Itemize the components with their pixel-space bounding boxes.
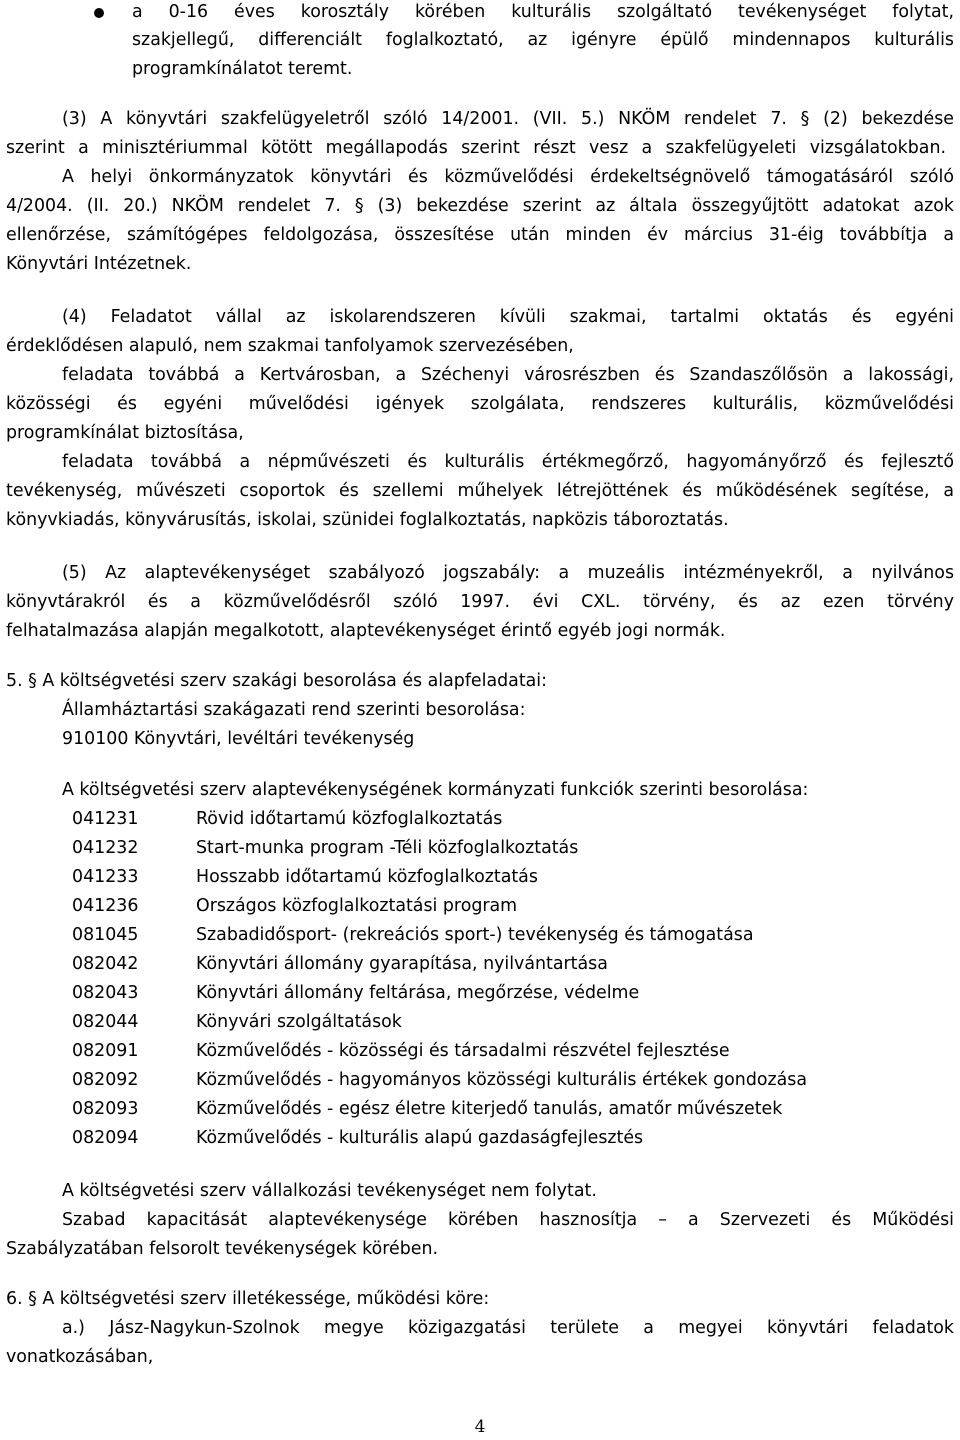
section5-subheading: Államháztartási szakágazati rend szerinti besorolása: bbox=[62, 700, 526, 720]
section5-sector: 910100 Könyvtári, levéltári tevékenység bbox=[62, 729, 415, 749]
functions-title: A költségvetési szerv alaptevékenységének kormányzati funkciók szerinti besorolása: bbox=[62, 780, 809, 800]
function-name: Szabadidősport- (rekreációs sport-) tevékenység és támogatása bbox=[196, 925, 754, 945]
section5-heading: 5. § A költségvetési szerv szakági besorolása és alapfeladatai: bbox=[6, 671, 547, 691]
function-code: 082091 bbox=[72, 1041, 139, 1061]
para3-line-5: ellenőrzése, számítógépes feldolgozása, összesítése után minden év március 31-éig továbbítja a bbox=[6, 225, 954, 245]
capacity-line-1: Szabad kapacitását alaptevékenysége körében hasznosítja – a Szervezeti és Működési bbox=[62, 1210, 954, 1230]
function-name: Közművelődés - közösségi és társadalmi részvétel fejlesztése bbox=[196, 1041, 730, 1061]
para3-line-1: (3) A könyvtári szakfelügyeletről szóló 14/2001. (VII. 5.) NKÖM rendelet 7. § (2) bekezdése bbox=[62, 109, 954, 129]
para4-line-7: tevékenység, művészeti csoportok és szellemi műhelyek létrejöttének és működésének segítése, a bbox=[6, 481, 954, 501]
section6-line-1: a.) Jász-Nagykun-Szolnok megye közigazgatási területe a megyei könyvtári feladatok bbox=[62, 1318, 954, 1338]
para5-line-3: felhatalmazása alapján megalkotott, alaptevékenységet érintő egyéb jogi normák. bbox=[6, 621, 726, 641]
function-code: 041231 bbox=[72, 809, 139, 829]
function-name: Közművelődés - kulturális alapú gazdaságfejlesztés bbox=[196, 1128, 644, 1148]
function-code: 082093 bbox=[72, 1099, 139, 1119]
function-name: Könyvtári állomány gyarapítása, nyilvántartása bbox=[196, 954, 608, 974]
para4-line-3: feladata továbbá a Kertvárosban, a Széchenyi városrészben és Szandaszőlősön a lakossági, bbox=[62, 365, 954, 385]
function-code: 082042 bbox=[72, 954, 139, 974]
function-name: Start-munka program -Téli közfoglalkoztatás bbox=[196, 838, 579, 858]
function-name: Rövid időtartamú közfoglalkoztatás bbox=[196, 809, 503, 829]
function-name: Könyvári szolgáltatások bbox=[196, 1012, 402, 1032]
function-code: 041232 bbox=[72, 838, 139, 858]
para3-line-3: A helyi önkormányzatok könyvtári és közművelődési érdekeltségnövelő támogatásáról szóló bbox=[62, 167, 954, 187]
function-code: 081045 bbox=[72, 925, 139, 945]
para4-line-5: programkínálat biztosítása, bbox=[6, 423, 244, 443]
para3-line-2: szerint a minisztériummal kötött megállapodás szerint részt vesz a szakfelügyeleti vizsgálatokban. bbox=[6, 138, 946, 158]
section6-line-2: vonatkozásában, bbox=[6, 1347, 154, 1367]
para4-line-1: (4) Feladatot vállal az iskolarendszeren kívüli szakmai, tartalmi oktatás és egyéni bbox=[62, 307, 954, 327]
function-name: Közművelődés - egész életre kiterjedő tanulás, amatőr művészetek bbox=[196, 1099, 783, 1119]
function-code: 082094 bbox=[72, 1128, 139, 1148]
section6-heading: 6. § A költségvetési szerv illetékessége, működési köre: bbox=[6, 1289, 490, 1309]
function-code: 041233 bbox=[72, 867, 139, 887]
para4-line-2: érdeklődésen alapuló, nem szakmai tanfolyamok szervezésében, bbox=[6, 336, 574, 356]
bullet-line-1: a 0-16 éves korosztály körében kulturális szolgáltató tevékenységet folytat, bbox=[132, 2, 954, 22]
para3-line-4: 4/2004. (II. 20.) NKÖM rendelet 7. § (3) bekezdése szerint az általa összegyűjtött adatokat azok bbox=[6, 196, 954, 216]
function-code: 082043 bbox=[72, 983, 139, 1003]
function-code: 082044 bbox=[72, 1012, 139, 1032]
function-name: Országos közfoglalkoztatási program bbox=[196, 896, 518, 916]
para3-line-6: Könyvtári Intézetnek. bbox=[6, 254, 192, 274]
para4-line-6: feladata továbbá a népművészeti és kulturális értékmegőrző, hagyományőrző és fejlesztő bbox=[62, 452, 954, 472]
function-name: Közművelődés - hagyományos közösségi kulturális értékek gondozása bbox=[196, 1070, 808, 1090]
para5-line-1: (5) Az alaptevékenységet szabályozó jogszabály: a muzeális intézményekről, a nyilvános bbox=[62, 563, 954, 583]
para5-line-2: könyvtárakról és a közművelődésről szóló 1997. évi CXL. törvény, és az ezen törvény bbox=[6, 592, 954, 612]
capacity-line-2: Szabályzatában felsorolt tevékenységek körében. bbox=[6, 1239, 439, 1259]
bullet-line-3: programkínálatot teremt. bbox=[132, 59, 353, 79]
function-name: Hosszabb időtartamú közfoglalkoztatás bbox=[196, 867, 538, 887]
function-code: 041236 bbox=[72, 896, 139, 916]
function-code: 082092 bbox=[72, 1070, 139, 1090]
para4-line-4: közösségi és egyéni művelődési igények szolgálata, rendszeres kulturális, közművelődési bbox=[6, 394, 954, 414]
bullet-dot bbox=[94, 8, 104, 18]
para4-line-8: könyvkiadás, könyvárusítás, iskolai, szünidei foglalkoztatás, napközis táboroztatás. bbox=[6, 510, 729, 530]
function-name: Könyvtári állomány feltárása, megőrzése, védelme bbox=[196, 983, 640, 1003]
page-number: 4 bbox=[474, 1417, 486, 1437]
business-note: A költségvetési szerv vállalkozási tevékenységet nem folytat. bbox=[62, 1181, 597, 1201]
bullet-line-2: szakjellegű, differenciált foglalkoztató, az igényre épülő mindennapos kulturális bbox=[132, 30, 954, 50]
